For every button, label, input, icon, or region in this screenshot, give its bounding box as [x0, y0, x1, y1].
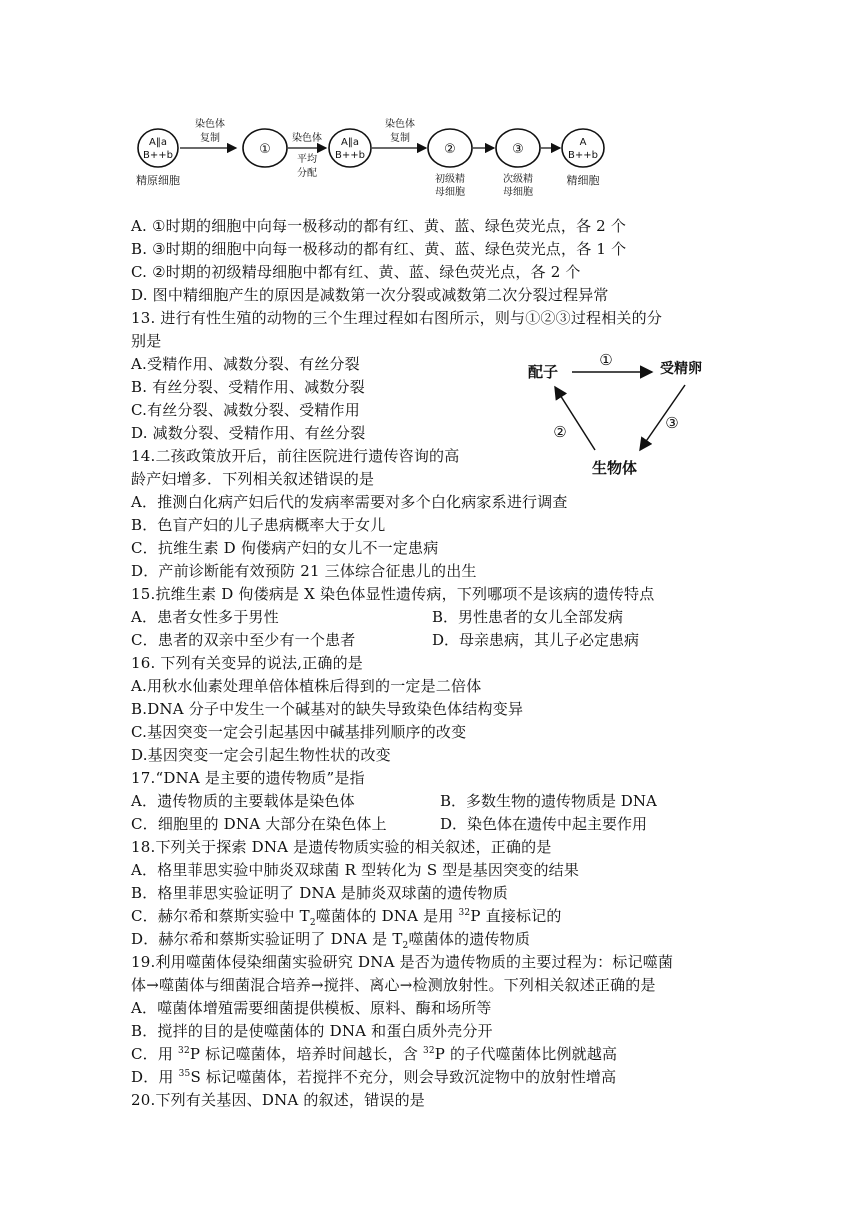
arrow1-label-2: 复制	[200, 133, 220, 144]
q15-stem: 15.抗维生素 D 佝偻病是 X 染色体显性遗传病，下列哪项不是该病的遗传特点	[131, 585, 655, 603]
cell4-caption-2: 母细胞	[435, 187, 465, 198]
q18-option-a: A．格里菲思实验中肺炎双球菌 R 型转化为 S 型是基因突变的结果	[131, 861, 580, 879]
arrow3-label-1: 染色体	[385, 119, 415, 130]
process-1-label: ①	[599, 351, 613, 369]
arrow2-label-bottom-2: 分配	[297, 168, 317, 179]
q13-stem-line-2: 别是	[131, 332, 162, 350]
q14-option-a: A．推测白化病产妇后代的发病率需要对多个白化病家系进行调查	[131, 493, 568, 511]
q19-option-a: A．噬菌体增殖需要细菌提供模板、原料、酶和场所等	[131, 999, 492, 1017]
cell2-label: ①	[259, 142, 271, 157]
q19-stem-line-2: 体→噬菌体与细菌混合培养→搅拌、离心→检测放射性。下列相关叙述正确的是	[131, 976, 656, 994]
cell4-caption-1: 初级精	[435, 174, 465, 185]
arrow3-label-2: 复制	[390, 133, 410, 144]
q12-option-c: C. ②时期的初级精母细胞中都有红、黄、蓝、绿色荧光点，各 2 个	[131, 263, 581, 281]
secondary-spermatocyte	[496, 129, 540, 198]
q13-stem-line-1: 13. 进行有性生殖的动物的三个生理过程如右图所示，则与①②③过程相关的分	[131, 309, 663, 327]
cell3-top-genes: A‖a	[341, 137, 359, 148]
process-2-label: ②	[553, 423, 567, 441]
q14-stem-line-2: 龄产妇增多．下列相关叙述错误的是	[131, 470, 375, 488]
cell1-top-genes: A‖a	[149, 137, 167, 148]
sperm-cell	[562, 129, 604, 187]
q18-option-b: B．格里菲思实验证明了 DNA 是肺炎双球菌的遗传物质	[131, 884, 508, 902]
arrow2-label-bottom-1: 平均	[297, 154, 317, 165]
q19-stem-line-1: 19.利用噬菌体侵染细菌实验研究 DNA 是否为遗传物质的主要过程为：标记噬菌	[131, 953, 674, 971]
zygote-label: 受精卵	[660, 361, 702, 377]
q15-option-a: A．患者女性多于男性	[131, 608, 279, 626]
q15-option-c: C．患者的双亲中至少有一个患者	[131, 631, 356, 649]
q16-stem: 16. 下列有关变异的说法,正确的是	[131, 654, 363, 672]
cell6-bottom-genes: B++b	[568, 150, 598, 161]
q13-option-a: A.受精作用、减数分裂、有丝分裂	[131, 355, 360, 373]
q14-option-c: C．抗维生素 D 佝偻病产妇的女儿不一定患病	[131, 539, 439, 557]
cell5-caption-1: 次级精	[503, 174, 533, 185]
q14-option-d: D．产前诊断能有效预防 21 三体综合征患儿的出生	[131, 562, 477, 580]
cell-stage-1	[243, 129, 287, 167]
q12-option-d: D. 图中精细胞产生的原因是减数第一次分裂或减数第二次分裂过程异常	[131, 286, 609, 304]
spermatogonium-cell	[136, 129, 180, 187]
q16-option-d: D.基因突变一定会引起生物性状的改变	[131, 746, 391, 764]
q19-option-b: B．搅拌的目的是使噬菌体的 DNA 和蛋白质外壳分开	[131, 1022, 493, 1040]
daughter-cell	[329, 129, 371, 167]
cell6-label: 精细胞	[566, 174, 600, 187]
meiosis-diagram	[130, 108, 610, 198]
q13-option-c: C.有丝分裂、减数分裂、受精作用	[131, 401, 360, 419]
arrow1-label-1: 染色体	[195, 119, 225, 130]
cell1-bottom-genes: B++b	[143, 150, 173, 161]
q14-stem-line-1: 14.二孩政策放开后，前往医院进行遗传咨询的高	[131, 447, 460, 465]
gamete-label: 配子	[528, 363, 559, 381]
q18-option-c: C．赫尔希和蔡斯实验中 $T_2$噬菌体的 DNA 是用 $^{32}$P 直接标记的	[131, 907, 562, 928]
cell1-label: 精原细胞	[136, 174, 180, 187]
q16-option-a: A.用秋水仙素处理单倍体植株后得到的一定是二倍体	[131, 677, 482, 695]
q15-option-d: D．母亲患病，其儿子必定患病	[432, 631, 640, 649]
cell4-label: ②	[444, 142, 456, 157]
q15-option-b: B．男性患者的女儿全部发病	[432, 608, 624, 626]
cell3-bottom-genes: B++b	[335, 150, 365, 161]
primary-spermatocyte	[428, 129, 472, 198]
q13-option-b: B. 有丝分裂、受精作用、减数分裂	[131, 378, 365, 396]
q16-option-b: B.DNA 分子中发生一个碱基对的缺失导致染色体结构变异	[131, 700, 524, 718]
q17-option-b: B．多数生物的遗传物质是 DNA	[440, 792, 657, 810]
q13-option-d: D. 减数分裂、受精作用、有丝分裂	[131, 424, 366, 442]
q18-stem: 18.下列关于探索 DNA 是遗传物质实验的相关叙述，正确的是	[131, 838, 552, 856]
q19-option-d: D．用 $^{35}$S 标记噬菌体，若搅拌不充分，则会导致沉淀物中的放射性增高	[131, 1068, 617, 1086]
q20-stem: 20.下列有关基因、DNA 的叙述，错误的是	[131, 1091, 426, 1109]
organism-label: 生物体	[592, 459, 638, 477]
q18-option-d: D．赫尔希和蔡斯实验证明了 DNA 是 $T_2$噬菌体的遗传物质	[131, 930, 531, 951]
cell6-top-genes: A	[579, 137, 587, 148]
process-3-label: ③	[665, 414, 679, 432]
q19-option-c: C．用 $^{32}$P 标记噬菌体，培养时间越长，含 $^{32}$P 的子代噬菌体比例就越高	[131, 1045, 618, 1063]
q17-option-a: A．遗传物质的主要载体是染色体	[131, 792, 355, 810]
cell5-caption-2: 母细胞	[503, 187, 533, 198]
q12-option-a: A. ①时期的细胞中向每一极移动的都有红、黄、蓝、绿色荧光点，各 2 个	[131, 217, 627, 235]
q17-stem: 17.“DNA 是主要的遗传物质”是指	[131, 769, 365, 787]
q16-option-c: C.基因突变一定会引起基因中碱基排列顺序的改变	[131, 723, 467, 741]
cell5-label: ③	[512, 142, 524, 157]
reproduction-cycle-diagram	[520, 345, 720, 480]
q14-option-b: B．色盲产妇的儿子患病概率大于女儿	[131, 516, 386, 534]
q17-option-d: D．染色体在遗传中起主要作用	[440, 815, 648, 833]
arrow2-label-top: 染色体	[292, 133, 322, 144]
q12-option-b: B. ③时期的细胞中向每一极移动的都有红、黄、蓝、绿色荧光点，各 1 个	[131, 240, 627, 258]
q17-option-c: C．细胞里的 DNA 大部分在染色体上	[131, 815, 387, 833]
